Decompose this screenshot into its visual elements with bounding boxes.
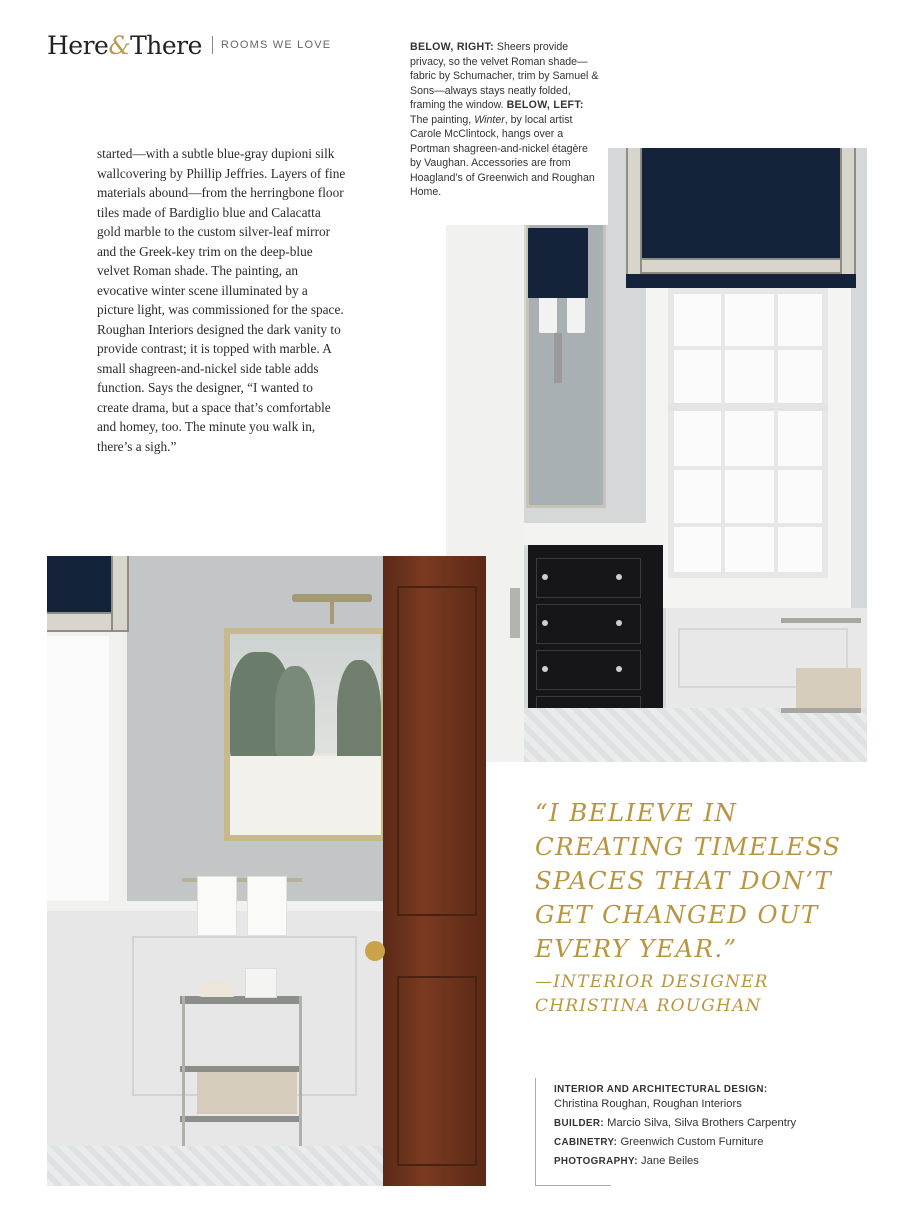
credit-builder: BUILDER: Marcio Silva, Silva Brothers Carpentry: [554, 1117, 797, 1129]
caption-painting-title: Winter: [474, 113, 505, 126]
header-divider: [212, 36, 213, 54]
brand-logo: Here&There: [47, 30, 202, 60]
caption-text-right: Sheers provide privacy, so the velvet Roman shade—fabric by Schumacher, trim by Samuel & Sons—always stays neatly folded, framing the window.: [410, 41, 599, 111]
photo-window-vanity: [446, 148, 867, 762]
pull-quote-attribution: —INTERIOR DESIGNER CHRISTINA ROUGHAN: [535, 972, 769, 1016]
photo-caption: [402, 32, 608, 225]
caption-label-left: BELOW, LEFT:: [506, 99, 584, 111]
caption-text-left-1: The painting,: [410, 113, 472, 126]
credits-block: [554, 1082, 854, 1173]
caption-text-left-2: , by local artist Carole McClintock, hangs over a Portman shagreen-and-nickel étagère by Vaughan. Accessories are from Hoagland’s of Greenwich and Roughan Home.: [410, 113, 595, 198]
credit-design: INTERIOR AND ARCHITECTURAL DESIGN: Christina Roughan, Roughan Interiors: [554, 1084, 768, 1110]
caption-label-right: BELOW, RIGHT:: [410, 41, 494, 53]
page-header: [47, 30, 331, 60]
photo-painting-etagere: [47, 556, 486, 1186]
pull-quote: “I BELIEVE IN CREATING TIMELESS SPACES THAT DON’T GET CHANGED OUT EVERY YEAR.”: [535, 798, 842, 963]
credit-cabinetry: CABINETRY: Greenwich Custom Furniture: [554, 1136, 764, 1148]
section-label: ROOMS WE LOVE: [220, 39, 332, 51]
article-body: started—with a subtle blue-gray dupioni silk wallcovering by Phillip Jeffries. Layers of fine materials abound—from the herringbone floor tiles made of Bardiglio blue and Calacatta gold marble to the custom silver-leaf mirror and the Greek-key trim on the deep-blue velvet Roman shade. The painting, an evocative winter scene illuminated by a picture light, was commissioned for the space. Roughan Interiors designed the dark vanity to provide contrast; it is topped with marble. A small shagreen-and-nickel side table adds function. Says the designer, “I wanted to create drama, but a space that’s comfortable and homey, too. The minute you walk in, there’s a sigh.”: [97, 146, 346, 454]
credits-rule-vertical: [535, 1078, 536, 1186]
credit-photography: PHOTOGRAPHY: Jane Beiles: [554, 1155, 699, 1167]
credits-rule-horizontal: [535, 1185, 611, 1186]
